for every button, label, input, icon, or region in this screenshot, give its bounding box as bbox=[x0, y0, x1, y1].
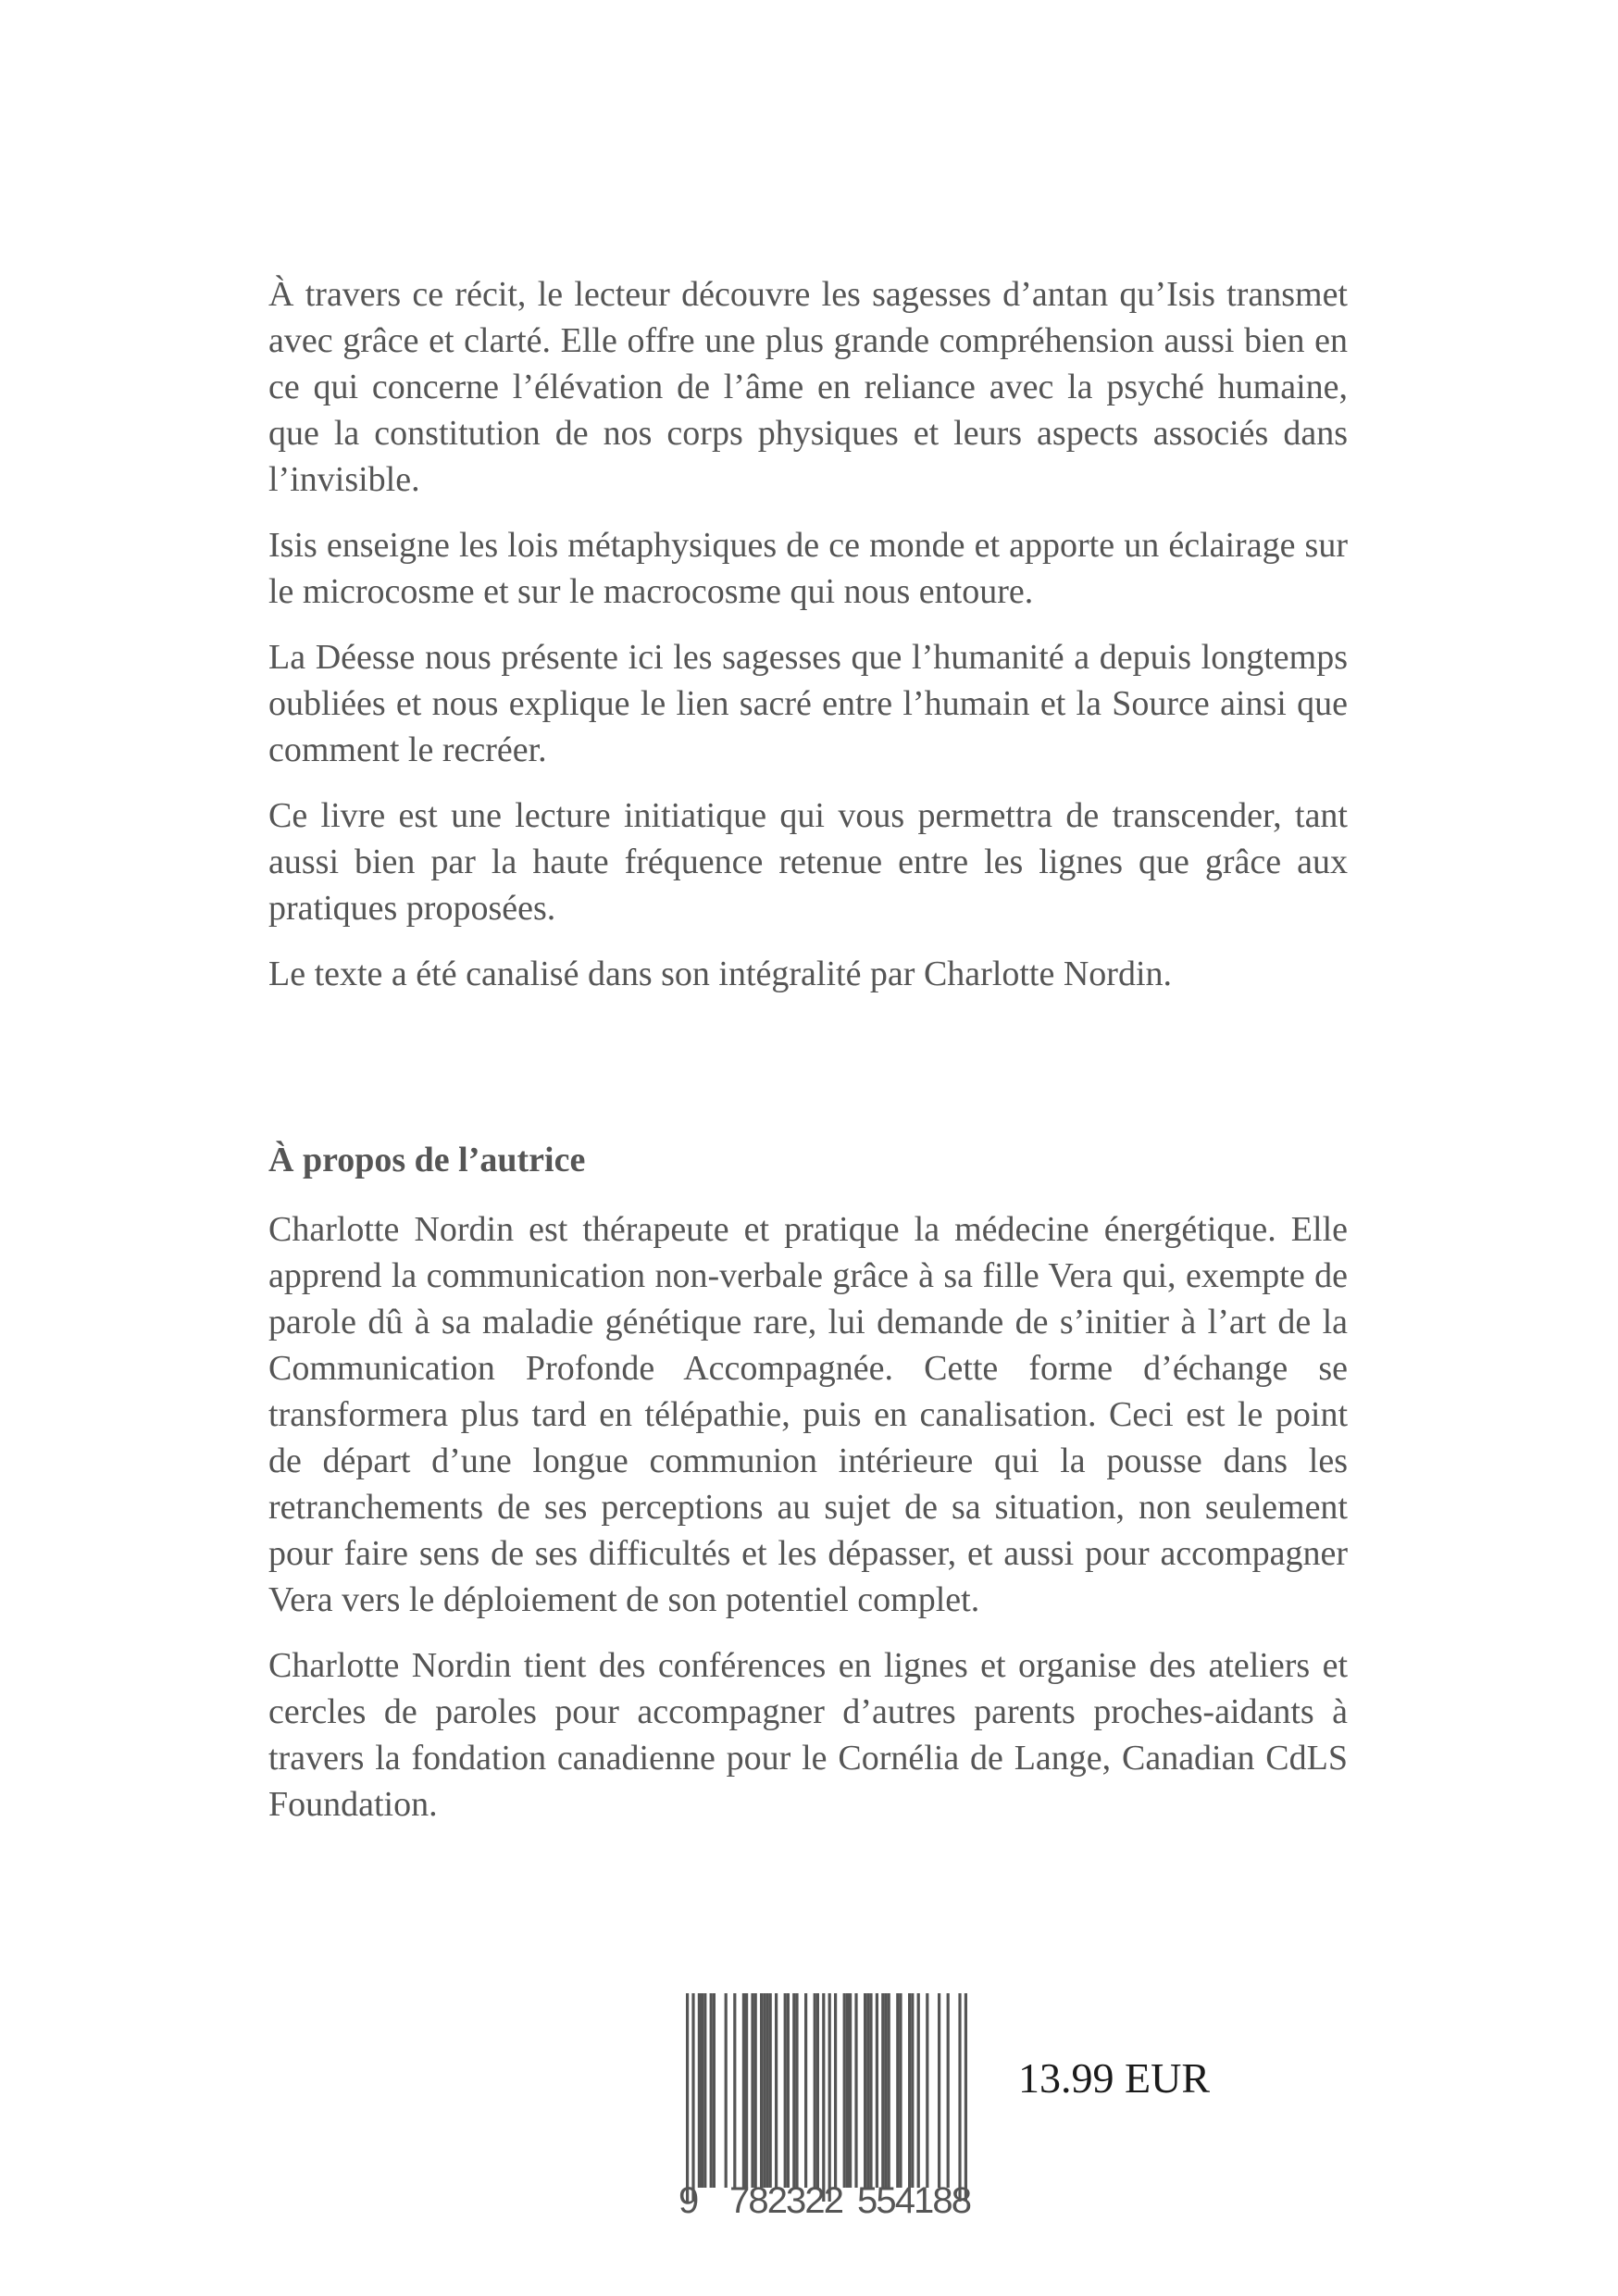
barcode-digits-left: 782322 bbox=[729, 2180, 844, 2221]
barcode-bar bbox=[822, 1993, 825, 2202]
barcode-bar bbox=[908, 1993, 911, 2188]
barcode-bar bbox=[876, 1993, 878, 2188]
barcode-bar bbox=[710, 1993, 713, 2188]
barcode-lead-digit: 9 bbox=[678, 2180, 700, 2221]
barcode-bar bbox=[701, 1993, 703, 2188]
barcode-bar bbox=[765, 1993, 768, 2188]
barcode-bar bbox=[795, 1993, 798, 2188]
barcode-bar bbox=[828, 1993, 831, 2202]
barcode-bar bbox=[917, 1993, 920, 2188]
barcode-bar bbox=[958, 1993, 961, 2202]
barcode-bar bbox=[698, 1993, 701, 2188]
about-author-heading: À propos de l’autrice bbox=[268, 1141, 586, 1179]
barcode-bar bbox=[686, 1993, 689, 2202]
barcode-bar bbox=[846, 1993, 849, 2188]
about-author-paragraph: Charlotte Nordin tient des conférences en lignes et organise des ateliers et cercles de paroles pour accompagner d’autres parents proches-aidants à travers la fondation canadienne pour le Cornélia de Lange, Canadian CdLS Foundation. bbox=[268, 1646, 1348, 1824]
barcode-bars bbox=[686, 1993, 967, 2202]
about-author-paragraph: Charlotte Nordin est thérapeute et pratique la médecine énergétique. Elle apprend la communication non-verbale grâce à sa fille Vera qui, exempte de parole dû à sa maladie génétique rare, lui demande de s’initier à l’art de la Communication Profonde Accompagnée. Cette forme d’échange se transformera plus tard en télépathie, puis en canalisation. Ceci est le point de départ d’une longue communion intérieure qui la pousse dans les retranchements de ses perceptions au sujet de sa situation, non seulement pour faire sens de ses difficultés et les dépasser, et aussi pour accompagner Vera vers le déploiement de son potentiel complet. bbox=[268, 1210, 1348, 1619]
barcode-bar bbox=[896, 1993, 899, 2188]
barcode-bar bbox=[784, 1993, 787, 2188]
barcode-bar bbox=[775, 1993, 778, 2188]
barcode-bar bbox=[843, 1993, 846, 2188]
barcode-bar bbox=[888, 1993, 890, 2188]
barcode-bar bbox=[754, 1993, 757, 2188]
barcode-bar bbox=[760, 1993, 763, 2188]
barcode-bar bbox=[713, 1993, 716, 2188]
barcode-bar bbox=[763, 1993, 765, 2188]
barcode-bar bbox=[733, 1993, 736, 2188]
blurb-section bbox=[268, 271, 1348, 1017]
isbn-barcode bbox=[678, 1990, 975, 2222]
barcode-bar bbox=[691, 1993, 694, 2202]
barcode-bar bbox=[745, 1993, 748, 2188]
barcode-bar bbox=[703, 1993, 706, 2188]
barcode-bar bbox=[849, 1993, 852, 2188]
barcode-bar bbox=[792, 1993, 795, 2188]
about-author-section bbox=[268, 1137, 1348, 1847]
barcode-bar bbox=[965, 1993, 967, 2202]
barcode-bar bbox=[814, 1993, 816, 2188]
barcode-bar bbox=[869, 1993, 872, 2188]
barcode-bar bbox=[947, 1993, 950, 2188]
blurb-paragraph: La Déesse nous présente ici les sagesses que l’humanité a depuis longtemps oubliées et nous explique le lien sacré entre l’humain et la Source ainsi que comment le recréer. bbox=[268, 638, 1348, 769]
price-label: 13.99 EUR bbox=[1018, 2054, 1210, 2102]
barcode-bar bbox=[816, 1993, 819, 2188]
barcode-bar bbox=[787, 1993, 790, 2188]
barcode-bar bbox=[926, 1993, 928, 2188]
barcode-bar bbox=[751, 1993, 753, 2188]
blurb-paragraph: Ce livre est une lecture initiatique qui vous permettra de transcender, tant aussi bien par la haute fréquence retenue entre les lignes que grâce aux pratiques proposées. bbox=[268, 796, 1348, 928]
barcode-bar bbox=[938, 1993, 940, 2188]
barcode-bar bbox=[769, 1993, 772, 2188]
barcode-bar bbox=[899, 1993, 902, 2188]
barcode-bar bbox=[881, 1993, 884, 2188]
barcode-bar bbox=[866, 1993, 869, 2188]
barcode-digits-right: 554188 bbox=[857, 2180, 972, 2221]
barcode-bar bbox=[911, 1993, 914, 2188]
blurb-paragraph: À travers ce récit, le lecteur découvre les sagesses d’antan qu’Isis transmet avec grâce et clarté. Elle offre une plus grande compréhension aussi bien en ce qui concerne l’élévation de l’âme en reliance avec la psyché humaine, que la constitution de nos corps physiques et leurs aspects associés dans l’invisible. bbox=[268, 275, 1348, 499]
barcode-bar bbox=[725, 1993, 728, 2188]
barcode-bar bbox=[742, 1993, 745, 2188]
barcode-bar bbox=[864, 1993, 866, 2188]
barcode-bar bbox=[804, 1993, 807, 2188]
barcode-bar bbox=[854, 1993, 857, 2188]
barcode-bar bbox=[834, 1993, 837, 2188]
blurb-paragraph: Le texte a été canalisé dans son intégralité par Charlotte Nordin. bbox=[268, 955, 1173, 993]
barcode-bar bbox=[884, 1993, 887, 2188]
blurb-paragraph: Isis enseigne les lois métaphysiques de ce monde et apporte un éclairage sur le microcosme et sur le macrocosme qui nous entoure. bbox=[268, 526, 1348, 611]
